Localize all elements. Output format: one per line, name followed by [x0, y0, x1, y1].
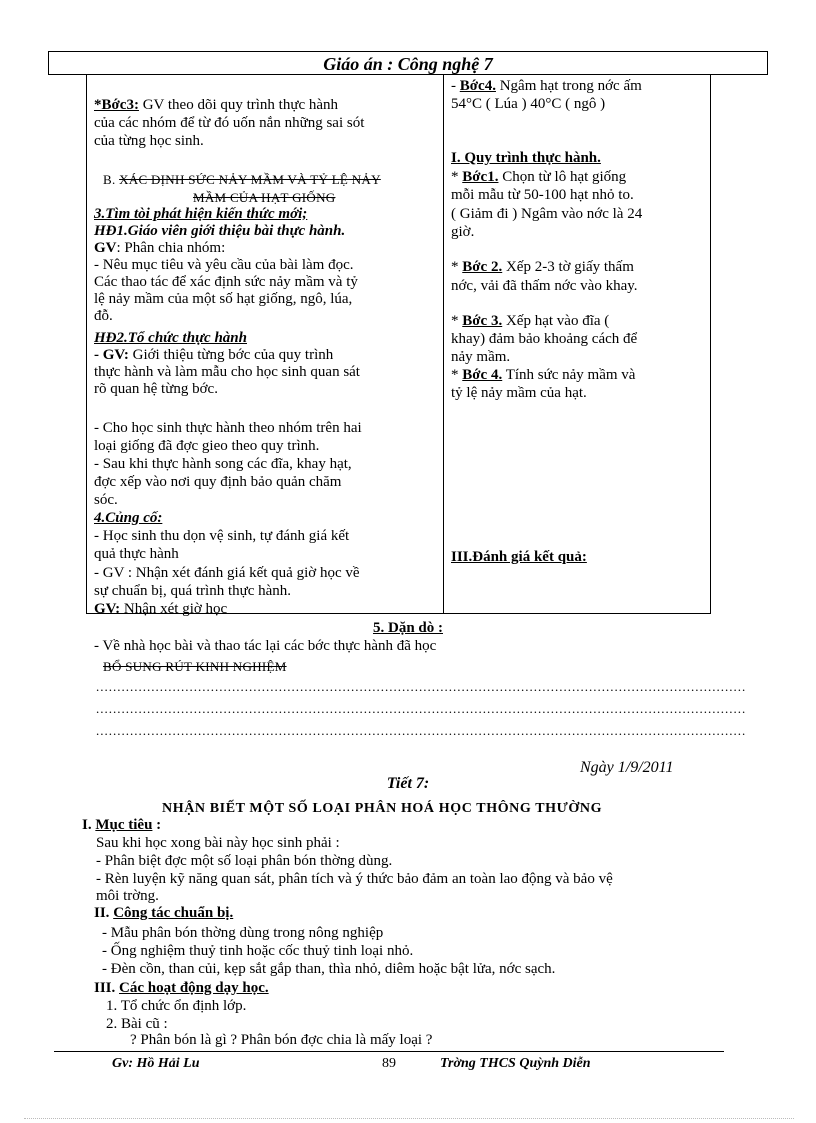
- activity-question: ? Phân bón là gì ? Phân bón đợc chia là mấy loại ?: [130, 1032, 433, 1048]
- activity-step-2: 2. Bài cũ :: [106, 1016, 168, 1032]
- gv-text: : Phân chia nhóm:: [116, 240, 226, 256]
- objective-line-3: - Rèn luyện kỹ năng quan sát, phân tích và ý thức bảo đảm an toàn lao động và bảo vệ: [96, 871, 613, 887]
- section-b-title-1: XÁC ĐỊNH SỨC NẢY MẦM VÀ TỶ LỆ NẢY: [119, 172, 381, 187]
- objective-line-4: môi trờng.: [96, 888, 159, 904]
- gl-line-2: thực hành và làm mẫu cho học sinh quan sát: [94, 364, 360, 380]
- cung-co-heading: 4.Củng cố:: [94, 510, 163, 526]
- cl-line-1: - Cho học sinh thực hành theo nhóm trên hai: [94, 420, 362, 436]
- cong-tac-heading: [94, 905, 233, 921]
- b1-line: * Bớc1. Chọn từ lô hạt giống: [451, 169, 627, 185]
- muc-tieu-label: Mục tiêu: [95, 817, 153, 833]
- section-iii-heading: III.Đánh giá kết quả:: [451, 549, 587, 565]
- gv3-label: GV:: [94, 601, 121, 617]
- nl-line-2: Các thao tác để xác định sức nảy mầm và tỷ: [94, 274, 358, 290]
- step3-text: GV theo dõi quy trình thực hành: [138, 97, 339, 113]
- gv-line: [94, 240, 439, 256]
- step3-line: [94, 97, 439, 113]
- step3-line-3: của từng học sinh.: [94, 133, 204, 149]
- nl-line-3: lệ nảy mầm của một số hạt giống, ngô, lúa,: [94, 291, 353, 307]
- cl-line-3: - Sau khi thực hành song các đĩa, khay hạt,: [94, 456, 352, 472]
- b3-line-2: khay) đảm bảo khoảng cách để: [451, 331, 638, 347]
- b4-line-2: tỷ lệ nảy mầm của hạt.: [451, 385, 587, 401]
- section-b-letter: B.: [103, 172, 116, 187]
- b3-label: Bớc 3.: [462, 313, 503, 329]
- cong-tac-num: II.: [94, 905, 114, 921]
- gv3-line: [94, 601, 439, 617]
- cc-line-3: - GV : Nhận xét đánh giá kết quả giờ học về: [94, 565, 360, 581]
- section-i-heading: I. Quy trình thực hành.: [451, 150, 601, 166]
- prep-line-3: - Đèn cồn, than củi, kẹp sắt gắp than, thìa nhỏ, diêm hoặc bật lửa, nớc sạch.: [102, 961, 556, 977]
- cl-line-5: sóc.: [94, 492, 118, 508]
- dotted-line-3: .........................................................................................................................................................: [96, 723, 747, 738]
- lesson-title: NHẬN BIẾT MỘT SỐ LOẠI PHÂN HOÁ HỌC THÔNG THƯỜNG: [162, 801, 603, 816]
- header-title: Giáo án : Công nghệ 7: [323, 54, 493, 74]
- b2-text: Xếp 2-3 tờ giấy thấm: [502, 259, 634, 275]
- bo-sung-heading: BỔ SUNG RÚT KINH NGHIỆM: [103, 659, 287, 674]
- step4-text: Ngâm hạt trong nớc ấm: [495, 78, 642, 94]
- section-b-heading: [103, 172, 448, 188]
- prep-line-2: - Ống nghiệm thuỷ tinh hoặc cốc thuỷ tinh loại nhỏ.: [102, 943, 414, 959]
- hoat-dong-label: Các hoạt động dạy học.: [119, 980, 269, 996]
- objective-line-2: - Phân biệt đợc một số loại phân bón thờng dùng.: [96, 853, 393, 869]
- tim-toi-heading: 3.Tìm tòi phát hiện kiến thức mới;: [94, 206, 308, 222]
- gl-line-3: rõ quan hệ từng bớc.: [94, 381, 218, 397]
- nl-line-1: - Nêu mục tiêu và yêu cầu của bài làm đọc.: [94, 257, 354, 273]
- cl-line-4: đợc xếp vào nơi quy định bảo quản chăm: [94, 474, 342, 490]
- b1-line-4: giờ.: [451, 224, 475, 240]
- step3-line-2: của các nhóm để từ đó uốn nắn những sai sót: [94, 115, 365, 131]
- hd1-heading: HĐ1.Giáo viên giới thiệu bài thực hành.: [94, 223, 346, 239]
- b3-line: * Bớc 3. Xếp hạt vào đĩa (: [451, 313, 610, 329]
- lesson-period: Tiết 7:: [386, 775, 430, 792]
- b1-label: Bớc1.: [462, 169, 499, 185]
- hoat-dong-heading: [94, 980, 269, 996]
- hd2-heading: HĐ2.Tổ chức thực hành: [94, 330, 247, 346]
- b2-line: * Bớc 2. Xếp 2-3 tờ giấy thấm: [451, 259, 634, 275]
- cc-line-1: - Học sinh thu dọn vệ sinh, tự đánh giá kết: [94, 528, 350, 544]
- b2-line-2: nớc, vải đã thấm nớc vào khay.: [451, 278, 638, 294]
- section-b-title-2: MẦM CỦA HẠT GIỐNG: [193, 190, 336, 205]
- footer-divider: [54, 1051, 724, 1052]
- b3-line-3: nảy mầm.: [451, 349, 511, 365]
- b4-text: Tính sức nảy mầm và: [502, 367, 636, 383]
- b1-line-2: mỗi mẫu từ 50-100 hạt nhỏ to.: [451, 187, 634, 203]
- dotted-line-2: .........................................................................................................................................................: [96, 701, 747, 716]
- gv3-text: Nhận xét giờ học: [120, 601, 228, 617]
- prep-line-1: - Mẫu phân bón thờng dùng trong nông nghiệp: [102, 925, 384, 941]
- footer-school: Trờng THCS Quỳnh Diễn: [440, 1056, 591, 1071]
- gv-label: GV: [94, 240, 117, 256]
- footer-teacher: Gv: Hồ Hải Lu: [112, 1056, 200, 1071]
- table-column-divider: [443, 75, 444, 614]
- footer-page-number: 89: [382, 1056, 396, 1071]
- temperature-line: 54°C ( Lúa ) 40°C ( ngô ): [451, 96, 606, 112]
- b4-label: Bớc 4.: [462, 367, 503, 383]
- step4-label: Bớc4.: [459, 78, 496, 94]
- b1-line-3: ( Giảm đi ) Ngâm vào nớc là 24: [451, 206, 643, 222]
- gv2-line: [94, 347, 439, 363]
- muc-tieu-num: I.: [82, 817, 96, 833]
- page-bottom-edge: [24, 1118, 794, 1119]
- b4-line: * Bớc 4. Tính sức nảy mầm và: [451, 367, 636, 383]
- b2-label: Bớc 2.: [462, 259, 503, 275]
- cc-line-2: quả thực hành: [94, 546, 179, 562]
- cl-line-2: loại giống đã đợc gieo theo quy trình.: [94, 438, 320, 454]
- muc-tieu-heading: [82, 817, 161, 833]
- b1-text: Chọn từ lô hạt giống: [498, 169, 627, 185]
- objective-line-1: Sau khi học xong bài này học sinh phải :: [96, 835, 340, 851]
- dotted-line-1: .........................................................................................................................................................: [96, 679, 747, 694]
- cc-line-4: sự chuẩn bị, quá trình thực hành.: [94, 583, 292, 599]
- gv2-text: Giới thiệu từng bớc của quy trình: [128, 347, 334, 363]
- nl-line-4: đỗ.: [94, 308, 113, 324]
- cong-tac-label: Công tác chuẩn bị.: [113, 905, 234, 921]
- activity-step-1: 1. Tổ chức ổn định lớp.: [106, 998, 247, 1014]
- hoat-dong-num: III.: [94, 980, 120, 996]
- gv2-label: - GV:: [94, 347, 129, 363]
- step4-line: - Bớc4. Ngâm hạt trong nớc ấm: [451, 78, 642, 94]
- muc-tieu-colon: :: [152, 817, 162, 833]
- lesson-date: Ngày 1/9/2011: [580, 759, 674, 776]
- b3-text: Xếp hạt vào đĩa (: [502, 313, 610, 329]
- dan-do-heading: 5. Dặn dò :: [372, 620, 443, 636]
- dan-do-text: - Về nhà học bài và thao tác lại các bớc thực hành đã học: [94, 638, 437, 654]
- step3-label: *Bớc3:: [94, 97, 139, 113]
